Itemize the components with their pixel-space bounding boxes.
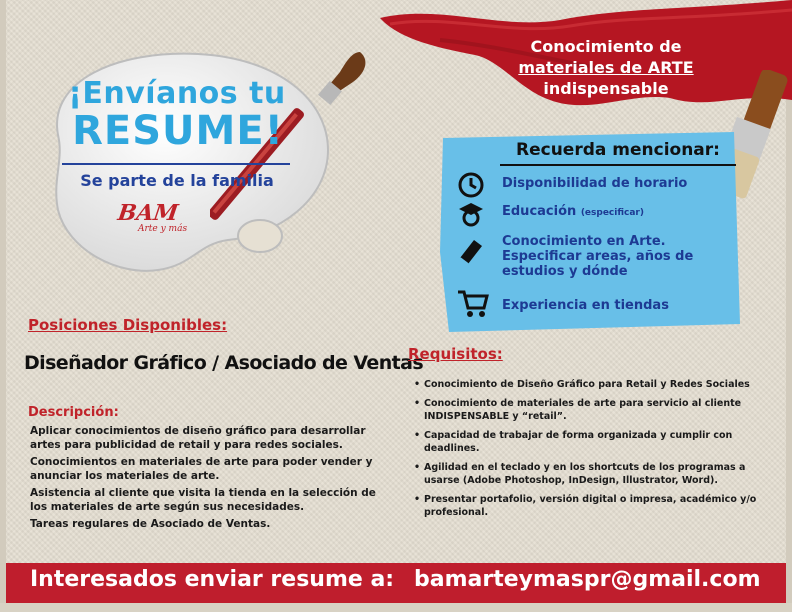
requirements-heading: Requisitos: (408, 345, 503, 363)
bottom-strip (0, 603, 792, 612)
job-title: Diseñador Gráfico / Asociado de Ventas (24, 352, 424, 374)
banner-line-1: Conocimiento de (530, 37, 682, 56)
reminder-item-horario: Disponibilidad de horario (502, 176, 688, 191)
reminder-divider (500, 164, 736, 166)
reminder-title: Recuerda mencionar: (516, 140, 720, 160)
requirements-list (412, 378, 772, 525)
description-heading: Descripción: (28, 405, 119, 420)
graduate-icon (456, 200, 486, 230)
hero-tagline: Se parte de la familia (80, 171, 274, 190)
reminder-item-arte: Conocimiento en Arte. Especificar areas, años de estudios y dónde (502, 234, 694, 279)
footer-email-link[interactable]: bamarteymaspr@gmail.com (414, 567, 761, 592)
hero-divider (62, 163, 290, 165)
requirement-item: • Conocimiento de materiales de arte para servicio al cliente INDISPENSABLE y “retail”. (412, 397, 772, 423)
banner-text (506, 36, 706, 99)
description-item: Tareas regulares de Asociado de Ventas. (30, 518, 271, 530)
reminder-item-educacion-label: Educación (502, 204, 577, 219)
description-item: Asistencia al cliente que visita la tienda en la selección de los materiales de arte según sus necesidades. (30, 487, 376, 513)
requirement-item: • Presentar portafolio, versión digital o impresa, académico y/o profesional. (412, 493, 772, 519)
requirement-item: • Conocimiento de Diseño Gráfico para Retail y Redes Sociales (412, 378, 772, 391)
clock-icon (456, 170, 486, 200)
footer-cta: Interesados enviar resume a: (30, 567, 395, 592)
requirement-item: • Agilidad en el teclado y en los shortcuts de los programas a usarse (Adobe Photoshop, InDesign, Illustrator, Word). (412, 461, 772, 487)
reminder-item-educacion-note: (especificar) (580, 208, 644, 218)
frame-left-edge (0, 0, 6, 612)
description-item: Conocimientos en materiales de arte para poder vender y anunciar los materiales de arte. (30, 456, 373, 482)
hero-heading-line1: ¡Envíanos tu (68, 76, 286, 111)
banner-line-3: indispensable (543, 79, 669, 98)
bam-logo-sub: Arte y más (138, 224, 188, 234)
positions-heading: Posiciones Disponibles: (28, 316, 228, 334)
bam-logo: BAM (116, 200, 180, 226)
reminder-item-educacion (502, 204, 732, 221)
banner-line-2: materiales de ARTE (518, 58, 694, 77)
book-icon (456, 236, 486, 266)
requirement-item: • Capacidad de trabajar de forma organizada y cumplir con deadlines. (412, 429, 772, 455)
description-item: Aplicar conocimientos de diseño gráfico para desarrollar artes para publicidad de retail y para redes sociales. (30, 425, 366, 451)
reminder-item-tiendas: Experiencia en tiendas (502, 298, 669, 313)
cart-icon (456, 288, 490, 318)
hero-heading-line2: RESUME! (72, 108, 284, 154)
description-list (30, 424, 396, 534)
